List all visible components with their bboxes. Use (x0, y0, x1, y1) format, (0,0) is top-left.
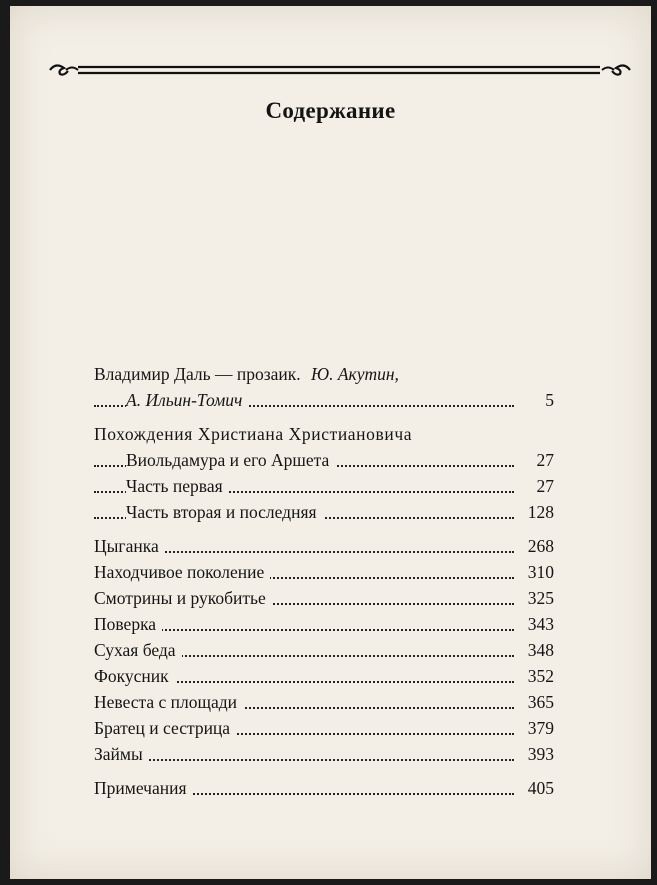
entry-title: Владимир Даль — прозаик. (94, 364, 301, 384)
page-number: 5 (541, 387, 554, 413)
dot-leader (94, 759, 514, 761)
toc-entry (94, 559, 554, 585)
page-number: 27 (533, 473, 555, 499)
toc-entry (94, 499, 554, 525)
decorative-rule (48, 60, 632, 80)
page-number: 379 (524, 715, 554, 741)
page-number: 310 (524, 559, 554, 585)
page-number: 268 (524, 533, 554, 559)
toc-entry (94, 663, 554, 689)
page-number: 365 (524, 689, 554, 715)
entry-author: Ю. Акутин, (311, 364, 399, 384)
book-page (10, 6, 651, 879)
entry-title: Похождения Христиана Христиановича (94, 424, 413, 444)
toc-entry (94, 637, 554, 663)
table-of-contents (94, 361, 554, 801)
page-number: 128 (524, 499, 554, 525)
entry-title: Братец и сестрица (94, 718, 236, 738)
toc-entry (94, 611, 554, 637)
entry-title: Часть вторая и последняя (126, 502, 323, 522)
toc-entry (94, 689, 554, 715)
entry-title: Сухая беда (94, 640, 182, 660)
toc-entry (94, 775, 554, 801)
entry-title: Поверка (94, 614, 162, 634)
page-number: 27 (533, 447, 555, 473)
toc-entry (94, 447, 554, 473)
page-number: 343 (524, 611, 554, 637)
toc-entry (94, 741, 554, 767)
page-number: 393 (524, 741, 554, 767)
entry-author: А. Ильин-Томич (126, 390, 248, 410)
entry-title: Часть первая (126, 476, 229, 496)
toc-entry (94, 473, 554, 499)
page-number: 325 (524, 585, 554, 611)
entry-title: Фокусник (94, 666, 175, 686)
toc-entry (94, 715, 554, 741)
page-number: 348 (524, 637, 554, 663)
entry-title: Находчивое поколение (94, 562, 270, 582)
entry-title: Смотрины и рукобитье (94, 588, 272, 608)
entry-title: Примечания (94, 778, 193, 798)
page-number: 405 (524, 775, 554, 801)
entry-title: Займы (94, 744, 149, 764)
toc-entry (94, 533, 554, 559)
toc-entry (94, 585, 554, 611)
page-number: 352 (524, 663, 554, 689)
page-title: Содержание (265, 98, 396, 123)
entry-title: Цыганка (94, 536, 165, 556)
entry-title: Невеста с площади (94, 692, 243, 712)
entry-title: Виольдамура и его Аршета (126, 450, 335, 470)
toc-entry (94, 421, 554, 447)
toc-entry (94, 387, 554, 413)
toc-entry (94, 361, 554, 387)
